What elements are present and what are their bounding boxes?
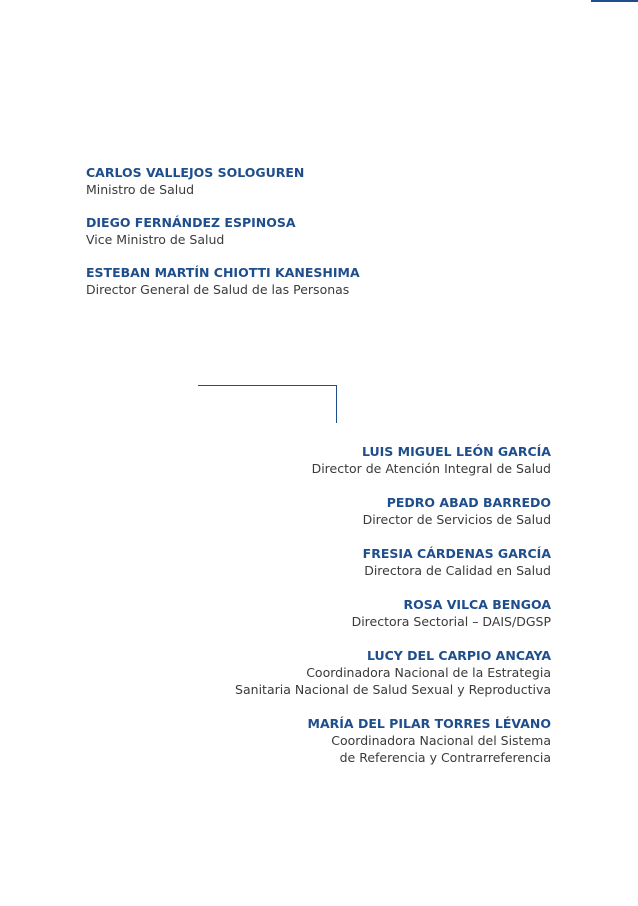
official-name: LUCY DEL CARPIO ANCAYA — [366, 648, 551, 663]
officials-bottom-list — [171, 443, 551, 783]
official-role: Directora Sectorial – DAIS/DGSP — [351, 614, 551, 629]
official-role: Director General de Salud de las Personas — [86, 282, 350, 297]
official-entry — [171, 596, 551, 630]
official-role: Directora de Calidad en Salud — [364, 563, 551, 578]
officials-top-list — [86, 164, 406, 314]
official-role: Ministro de Salud — [86, 182, 195, 197]
official-name: PEDRO ABAD BARREDO — [386, 495, 551, 510]
official-name: LUIS MIGUEL LEÓN GARCÍA — [361, 444, 551, 459]
official-entry — [86, 264, 406, 298]
official-name: CARLOS VALLEJOS SOLOGUREN — [86, 165, 305, 180]
official-name: DIEGO FERNÁNDEZ ESPINOSA — [86, 215, 296, 230]
official-role: Coordinadora Nacional de la Estrategia — [306, 665, 551, 680]
divider-horizontal — [198, 385, 337, 386]
divider-vertical — [336, 385, 337, 423]
official-entry — [171, 443, 551, 477]
official-entry — [171, 715, 551, 766]
official-role: Director de Servicios de Salud — [362, 512, 551, 527]
official-entry — [171, 545, 551, 579]
official-name: FRESIA CÁRDENAS GARCÍA — [362, 546, 551, 561]
official-name: ROSA VILCA BENGOA — [403, 597, 551, 612]
official-role: Coordinadora Nacional del Sistema — [331, 733, 551, 748]
top-accent-rule — [591, 0, 638, 2]
official-name: ESTEBAN MARTÍN CHIOTTI KANESHIMA — [86, 265, 360, 280]
official-entry — [86, 164, 406, 198]
official-entry — [171, 494, 551, 528]
official-role: de Referencia y Contrarreferencia — [339, 750, 551, 765]
official-role: Vice Ministro de Salud — [86, 232, 225, 247]
official-name: MARÍA DEL PILAR TORRES LÉVANO — [307, 716, 551, 731]
official-role: Sanitaria Nacional de Salud Sexual y Reproductiva — [235, 682, 551, 697]
official-role: Director de Atención Integral de Salud — [311, 461, 551, 476]
official-entry — [171, 647, 551, 698]
official-entry — [86, 214, 406, 248]
